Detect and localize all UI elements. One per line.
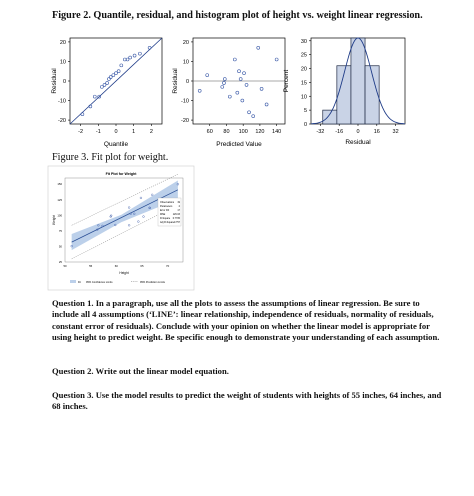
residual-x-tick-label: 60: [206, 129, 213, 135]
histogram-x-tick-label: 32: [392, 129, 399, 135]
histogram-x-tick-label: -16: [335, 129, 344, 135]
histogram-x-tick-label: -32: [316, 129, 325, 135]
fit-y-tick-label: 150: [57, 182, 62, 187]
fit-stat-value: 126.03: [172, 213, 180, 216]
fit-y-tick-label: 100: [57, 213, 62, 218]
figure-3-title: Figure 3. Fit plot for weight.: [52, 152, 169, 163]
fit-stat-label: Observations: [160, 201, 175, 204]
fit-stat-label: Error DF: [160, 209, 170, 212]
qq-x-ticks: [78, 124, 153, 135]
residual-y-ticks: [181, 40, 193, 124]
residual-x-tick-label: 80: [223, 129, 230, 135]
histogram-y-tick-label: 5: [303, 108, 307, 115]
figure-2-title: Figure 2. Quantile, residual, and histogram plot of height vs. weight linear regression.: [52, 10, 423, 21]
histogram-bar: [323, 110, 337, 124]
residual-y-label: Residual: [172, 68, 179, 94]
fit-x-tick-label: 50: [63, 264, 67, 268]
question-3: Question 3. Use the model results to predict the weight of students with heights of 55 inches, 64 inches, and 68 inches.: [52, 390, 442, 412]
qq-x-tick-label: -1: [95, 129, 101, 135]
qq-x-tick-label: 2: [149, 129, 153, 135]
residual-y-tick-label: 10: [182, 59, 189, 66]
fit-x-tick-label: 55: [89, 264, 93, 268]
histogram-x-label: Residual: [345, 139, 371, 146]
histogram-y-tick-label: 30: [300, 38, 307, 45]
question-1: Question 1. In a paragraph, use all the plots to assess the assumptions of linear regression. Be sure to include all 4 assumptions (‘LINE’: linear relationship, independence of residuals, normality of residuals, constant error of residuals). Conclude with your opinion on whether the linear model is appropriate for using height to predict weight. Be specific enough to demonstrate your understanding of each assumption.: [52, 298, 440, 342]
fit-y-tick-label: 50: [58, 244, 62, 249]
qq-y-tick-label: -20: [58, 118, 66, 125]
histogram-x-tick-label: 0: [356, 129, 360, 135]
fit-y-tick-label: 125: [57, 197, 62, 202]
qq-y-tick-label: 0: [62, 79, 66, 85]
residual-x-tick-label: 140: [272, 129, 282, 135]
histogram-y-tick-label: 0: [303, 122, 307, 128]
histogram-x-ticks: [316, 124, 398, 135]
residual-y-tick-label: 20: [182, 39, 189, 46]
fit-stat-value: 19: [177, 201, 180, 204]
fit-x-tick-label: 60: [114, 264, 118, 268]
fit-y-tick-label: 75: [58, 228, 62, 233]
fit-stat-value: 0.7705: [172, 217, 180, 220]
fit-x-tick-label: 70: [166, 264, 170, 268]
qq-y-label: Residual: [51, 68, 58, 94]
histogram-y-ticks: [301, 39, 311, 128]
fit-legend-confidence: 95% Confidence Limits: [86, 281, 113, 284]
histogram-plot: [283, 38, 405, 146]
residual-x-label: Predicted Value: [216, 141, 262, 148]
histogram-y-tick-label: 15: [300, 80, 307, 87]
qq-plot: [51, 38, 162, 148]
residual-y-tick-label: 0: [185, 79, 189, 85]
fit-x-label: Height: [119, 271, 129, 275]
qq-y-tick-label: -10: [58, 98, 66, 105]
histogram-bar: [351, 38, 365, 124]
qq-x-tick-label: 1: [132, 129, 136, 135]
qq-y-tick-label: 10: [59, 59, 66, 66]
histogram-x-tick-label: 16: [373, 129, 380, 135]
fit-legend-fit-swatch: [70, 280, 76, 283]
residual-y-tick-label: -20: [181, 118, 189, 125]
fit-plot: [48, 166, 194, 290]
residual-y-tick-label: -10: [181, 98, 189, 105]
qq-y-ticks: [58, 40, 70, 124]
residual-x-ticks: [207, 124, 282, 135]
residual-plot: [172, 38, 285, 148]
histogram-y-label: Percent: [283, 69, 290, 93]
fit-stat-label: MSE: [160, 213, 166, 216]
qq-y-tick-label: 20: [59, 39, 66, 46]
fit-stat-label: Parameters: [160, 205, 173, 208]
histogram-y-tick-label: 20: [300, 66, 307, 73]
fit-stat-value: 0.757: [174, 221, 180, 224]
fit-plot-title: Fit Plot for Weight: [105, 172, 137, 176]
fit-y-label: Weight: [52, 215, 56, 225]
residual-x-tick-label: 120: [255, 129, 265, 135]
fit-y-tick-label: 25: [58, 260, 62, 264]
qq-x-tick-label: -2: [78, 129, 84, 135]
fit-stat-label: Adj R-Square: [160, 221, 175, 224]
residual-x-tick-label: 100: [238, 129, 248, 135]
fit-stat-value: 17: [177, 209, 180, 212]
fit-x-tick-label: 65: [140, 264, 144, 268]
qq-x-tick-label: 0: [114, 129, 118, 135]
qq-x-label: Quantile: [103, 141, 129, 148]
fit-stat-value: 2: [178, 205, 180, 208]
histogram-y-tick-label: 10: [300, 94, 307, 101]
histogram-y-tick-label: 25: [300, 52, 307, 59]
fit-stat-label: R-Square: [160, 217, 171, 220]
question-2: Question 2. Write out the linear model equation.: [52, 366, 229, 376]
fit-legend-fit: Fit: [78, 281, 81, 284]
fit-legend-prediction: 95% Prediction Limits: [140, 281, 165, 284]
fit-stats-box: [158, 198, 181, 226]
